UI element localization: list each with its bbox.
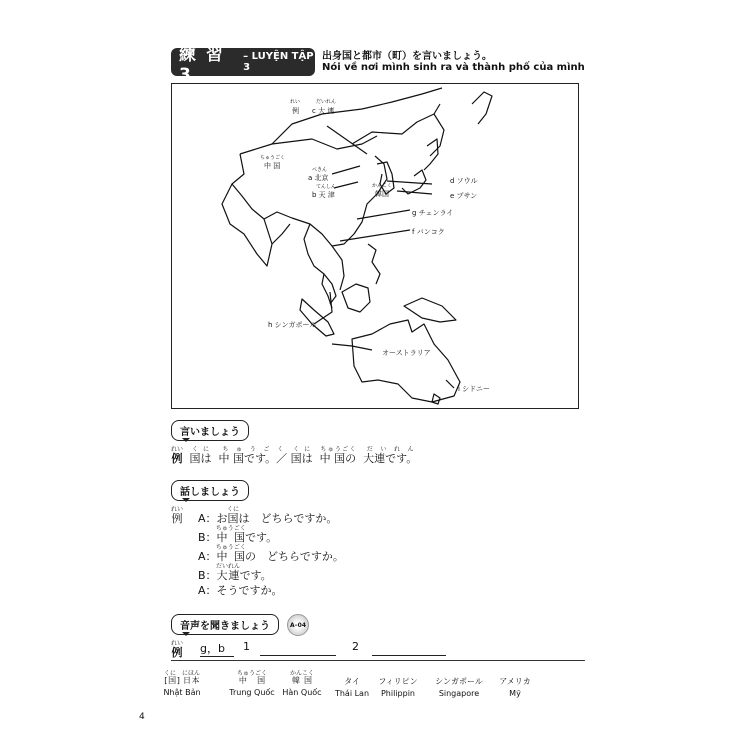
map-drawing	[172, 84, 578, 408]
glossary-jp: フィリピン	[378, 677, 418, 686]
glossary-divider	[171, 660, 585, 661]
dialogue-speaker: B：	[198, 531, 217, 544]
label-d-seoul: d ソウル	[450, 177, 478, 185]
section-listening-title: 音声を聞きましょう	[171, 614, 279, 635]
iimashou-s3-furi: くに	[290, 446, 313, 453]
glossary-jp: アメリカ	[499, 677, 531, 686]
asia-map	[171, 83, 579, 409]
dialogue-ruby-furi: だいれん	[216, 563, 241, 570]
iimashou-s2-furi: ちゅうごく	[218, 446, 288, 453]
audio-cd-icon[interactable]	[287, 614, 309, 636]
dialogue-text: そうですか。	[216, 584, 283, 597]
label-rei-furi: れい	[290, 99, 301, 105]
dialogue-line	[198, 525, 277, 545]
label-a-furi: ぺきん	[312, 167, 328, 173]
iimashou-rei: 例	[171, 452, 183, 465]
listening-item-2: 2	[352, 640, 359, 653]
glossary-item	[490, 670, 540, 698]
answer-blank-2[interactable]	[372, 655, 446, 656]
label-rei: 例	[292, 107, 299, 115]
label-f-bangkok: f バンコク	[412, 228, 445, 236]
label-china: 中 国	[264, 162, 281, 170]
listening-rei: 例	[171, 646, 183, 659]
answer-blank-1[interactable]	[260, 655, 336, 656]
dialogue-ruby-base: 国	[227, 512, 240, 525]
label-b-tianjin: b 天 津	[312, 191, 335, 199]
glossary-jp: シンガポール	[435, 677, 483, 686]
label-a-beijing: a 北京	[308, 174, 329, 182]
glossary-vi: Singapore	[438, 689, 480, 698]
dialogue-line	[198, 506, 337, 526]
glossary-item	[370, 670, 426, 698]
iimashou-example	[171, 446, 417, 466]
dialogue-line	[198, 582, 283, 598]
label-c-dalian: c 大 連	[312, 107, 335, 115]
audio-track-label: A–04	[290, 621, 306, 629]
dialogue-line	[198, 544, 344, 564]
glossary-vi: Hàn Quốc	[282, 688, 322, 697]
glossary-furi: ちゅうごく	[236, 670, 267, 677]
dialogue-speaker: A：	[198, 512, 217, 525]
dialogue-speaker: B：	[198, 569, 217, 582]
dialogue-ruby-furi: くに	[227, 506, 240, 513]
instruction-jp: 出身国と都市（町）を言いましょう。	[322, 51, 492, 62]
listening-rei-furi: れい	[171, 640, 184, 647]
label-australia: オーストラリア	[382, 349, 431, 357]
glossary-vi: Trung Quốc	[229, 688, 275, 697]
glossary-jp: 韓国	[289, 676, 314, 685]
section-hanashimashou-title: 話しましょう	[171, 480, 249, 501]
iimashou-rei-furi: れい	[171, 446, 184, 453]
label-korea: 韓国	[375, 190, 389, 198]
glossary-item	[428, 670, 490, 698]
glossary-vi: Philippin	[380, 689, 415, 698]
listening-example	[171, 640, 183, 660]
dialogue-ruby-furi: ちゅうごく	[215, 544, 246, 551]
glossary-item	[152, 670, 212, 697]
glossary-vi: Mỹ	[509, 689, 521, 698]
dialogue-speaker: A：	[198, 550, 217, 563]
iimashou-s1-furi: くに	[189, 446, 212, 453]
iimashou-s4: 中 国の	[319, 452, 357, 465]
glossary-furi: くに にほん	[163, 670, 200, 677]
glossary-jp: タイ	[344, 677, 360, 686]
dialogue-line	[198, 563, 272, 583]
hanashi-rei-label: 例	[171, 512, 183, 525]
instruction-vi: Nói về nơi mình sinh ra và thành phố của mình	[322, 62, 585, 73]
listening-item-1: 1	[243, 640, 250, 653]
iimashou-s5: 大連です。	[363, 452, 418, 465]
iimashou-s2: 中 国です。／	[218, 452, 288, 465]
label-b-furi: てんしん	[316, 184, 337, 190]
hanashimashou-rei	[171, 506, 183, 526]
iimashou-s4-furi: ちゅうごく	[319, 446, 357, 453]
label-china-furi: ちゅうごく	[260, 155, 286, 161]
dialogue-text: です。	[239, 569, 272, 582]
dialogue-prefix: お	[216, 512, 228, 525]
iimashou-s3: 国は	[290, 452, 313, 465]
dialogue-text: は どちらですか。	[238, 512, 338, 525]
dialogue-ruby-furi: ちゅうごく	[215, 525, 246, 532]
glossary-vi: Nhật Bản	[163, 688, 201, 697]
glossary-vi: Thái Lan	[334, 689, 370, 698]
section-iimashou-title: 言いましょう	[171, 420, 249, 441]
exercise-title: 練 習 3	[179, 44, 225, 85]
dialogue-ruby-base: 大連	[216, 569, 241, 582]
dialogue-speaker: A：	[198, 584, 217, 597]
dialogue-text: です。	[245, 531, 278, 544]
hanashi-rei-furi: れい	[171, 506, 184, 513]
listening-rei-answer: g，b	[200, 640, 234, 657]
dialogue-ruby-base: 中 国	[215, 531, 246, 544]
glossary-jp: 中 国	[236, 676, 267, 685]
glossary-item	[224, 670, 280, 697]
glossary-item	[332, 670, 372, 698]
iimashou-s5-furi: だいれん	[363, 446, 418, 453]
label-i-sydney: i シドニー	[458, 385, 490, 393]
label-h-singapore: h シンガポール	[268, 321, 317, 329]
label-korea-furi: かんこく	[372, 183, 393, 189]
dialogue-text: の どちらですか。	[245, 550, 344, 563]
page-number: 4	[139, 712, 145, 722]
exercise-subtitle: – LUYỆN TẬP 3	[243, 51, 314, 73]
iimashou-s1: 国は	[189, 452, 212, 465]
glossary-furi: かんこく	[289, 670, 314, 677]
label-c-furi: だいれん	[316, 99, 337, 105]
exercise-badge	[171, 44, 315, 85]
label-g-chiangrai: g チェンライ	[412, 209, 454, 217]
label-e-busan: e プサン	[450, 192, 478, 200]
glossary-jp: [国] 日本	[163, 676, 200, 685]
glossary-item	[276, 670, 328, 697]
dialogue-ruby-base: 中 国	[215, 550, 246, 563]
